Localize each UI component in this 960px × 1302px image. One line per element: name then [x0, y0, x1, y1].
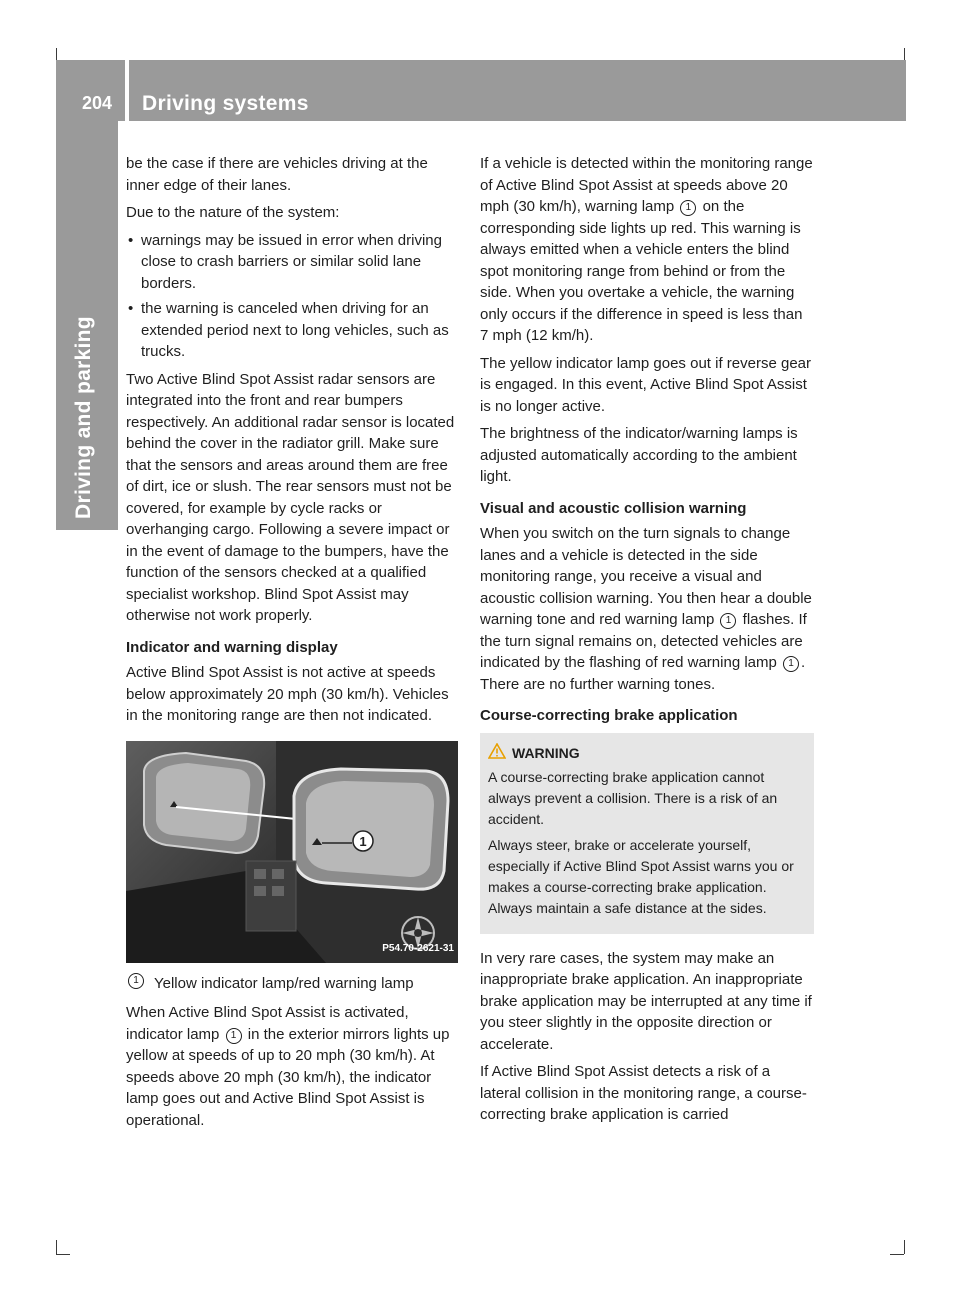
paragraph: [126, 1002, 460, 1131]
text-run: When you switch on the turn signals to change lanes and a vehicle is detected in the side monitoring range, you receive a visual and acoustic collision warning. You then hear a double warning tone and red warning lamp: [480, 525, 812, 628]
section-heading: Visual and acoustic collision warning: [480, 499, 747, 517]
paragraph: The brightness of the indicator/warning lamps is adjusted automatically according to the ambient light.: [480, 425, 798, 485]
paragraph: The yellow indicator lamp goes out if reverse gear is engaged. In this event, Active Blind Spot Assist is no longer active.: [480, 354, 811, 415]
list-item: • warnings may be issued in error when driving close to crash barriers or similar solid lane borders.: [126, 230, 460, 295]
paragraph: [480, 523, 814, 695]
mirror-illustration: [126, 741, 458, 963]
warning-text: A course-correcting brake application cannot always prevent a collision. There is a risk of an accident.: [488, 768, 778, 827]
paragraph: If Active Blind Spot Assist detects a risk of a lateral collision in the monitoring range, a course-correcting brake application is carried: [480, 1063, 807, 1123]
list-item: • the warning is canceled when driving for an extended period next to long vehicles, such as trucks.: [126, 298, 460, 363]
warning-title: WARNING: [512, 745, 580, 761]
section-heading: Course-correcting brake application: [480, 707, 738, 724]
page-number: 204: [82, 93, 113, 113]
callout-marker: 1: [226, 1028, 242, 1044]
text-run: . There are no further warning tones.: [480, 654, 806, 693]
callout-marker: 1: [720, 613, 736, 629]
paragraph: Due to the nature of the system:: [126, 204, 340, 221]
paragraph: [480, 153, 814, 347]
callout-marker: 1: [680, 200, 696, 216]
bullet-list: [126, 230, 460, 363]
crop-mark: [56, 1254, 70, 1255]
warning-triangle-icon: [488, 743, 506, 765]
right-column: [480, 153, 814, 1132]
warning-header: [488, 743, 802, 765]
text-run: flashes. If the turn signal remains on, detected vehicles are indicated by the flashing of red warning lamp: [480, 611, 807, 671]
section-heading: Indicator and warning display: [126, 638, 338, 656]
crop-mark: [56, 1240, 57, 1254]
text-run: in the exterior mirrors lights up yellow at speeds of up to 20 mph (30 km/h). At speeds above 20 mph (30 km/h), the indicator lamp goes out and Active Blind Spot Assist is operational.: [126, 1025, 450, 1129]
callout-marker: 1: [128, 973, 144, 989]
text-run: on the corresponding side lights up red. This warning is always emitted when a vehicle enters the blind spot monitoring range from behind or from the side. When you overtake a vehicle, the warning only occurs if the difference in speed is less than 7 mph (12 km/h).: [480, 198, 803, 344]
callout-marker: 1: [783, 656, 799, 672]
chapter-tab-label: Driving and parking: [72, 316, 95, 519]
crop-mark: [890, 1254, 904, 1255]
text-run: If a vehicle is detected within the monitoring range of Active Blind Spot Assist at speeds above 20 mph (30 km/h), warning lamp: [480, 155, 813, 215]
page-header: [56, 60, 906, 121]
crop-mark: [904, 1240, 905, 1254]
paragraph: be the case if there are vehicles driving at the inner edge of their lanes.: [126, 155, 428, 194]
figure-code: P54.70-2621-31: [382, 943, 454, 954]
text-run: When Active Blind Spot Assist is activated, indicator lamp: [126, 1004, 409, 1043]
paragraph: Two Active Blind Spot Assist radar sensors are integrated into the front and rear bumpers respectively. An additional radar sensor is located behind the cover in the radiator grill. Make sure that the sensors and areas around them are free of dirt, ice or slush. The rear sensors must not be covered, for example by cycle racks or overhanging cargo. Following a severe impact or in the event of damage to the bumpers, have the function of the sensors checked at a qualified specialist workshop. Blind Spot Assist may otherwise not work properly.: [126, 370, 455, 624]
chapter-tab: [56, 121, 118, 530]
mirror-photo: [126, 741, 458, 963]
paragraph: In very rare cases, the system may make an inappropriate brake application. An inappropriate brake application may be interrupted at any time if you steer slightly in the opposite direction or accelerate.: [480, 949, 812, 1053]
header-divider: [125, 60, 129, 121]
figure-caption: [126, 973, 460, 995]
left-column: [126, 153, 460, 1137]
warning-text: Always steer, brake or accelerate yourself, especially if Active Blind Spot Assist warns you or makes a course-correcting brake application. Always maintain a safe distance at the sides.: [488, 836, 794, 916]
caption-text: Yellow indicator lamp/red warning lamp: [154, 974, 414, 992]
page-title: Driving systems: [142, 92, 309, 115]
paragraph: Active Blind Spot Assist is not active at speeds below approximately 20 mph (30 km/h). Vehicles in the monitoring range are then not indicated.: [126, 664, 449, 724]
warning-box: [480, 733, 814, 934]
figure-callout: 1: [359, 833, 367, 849]
